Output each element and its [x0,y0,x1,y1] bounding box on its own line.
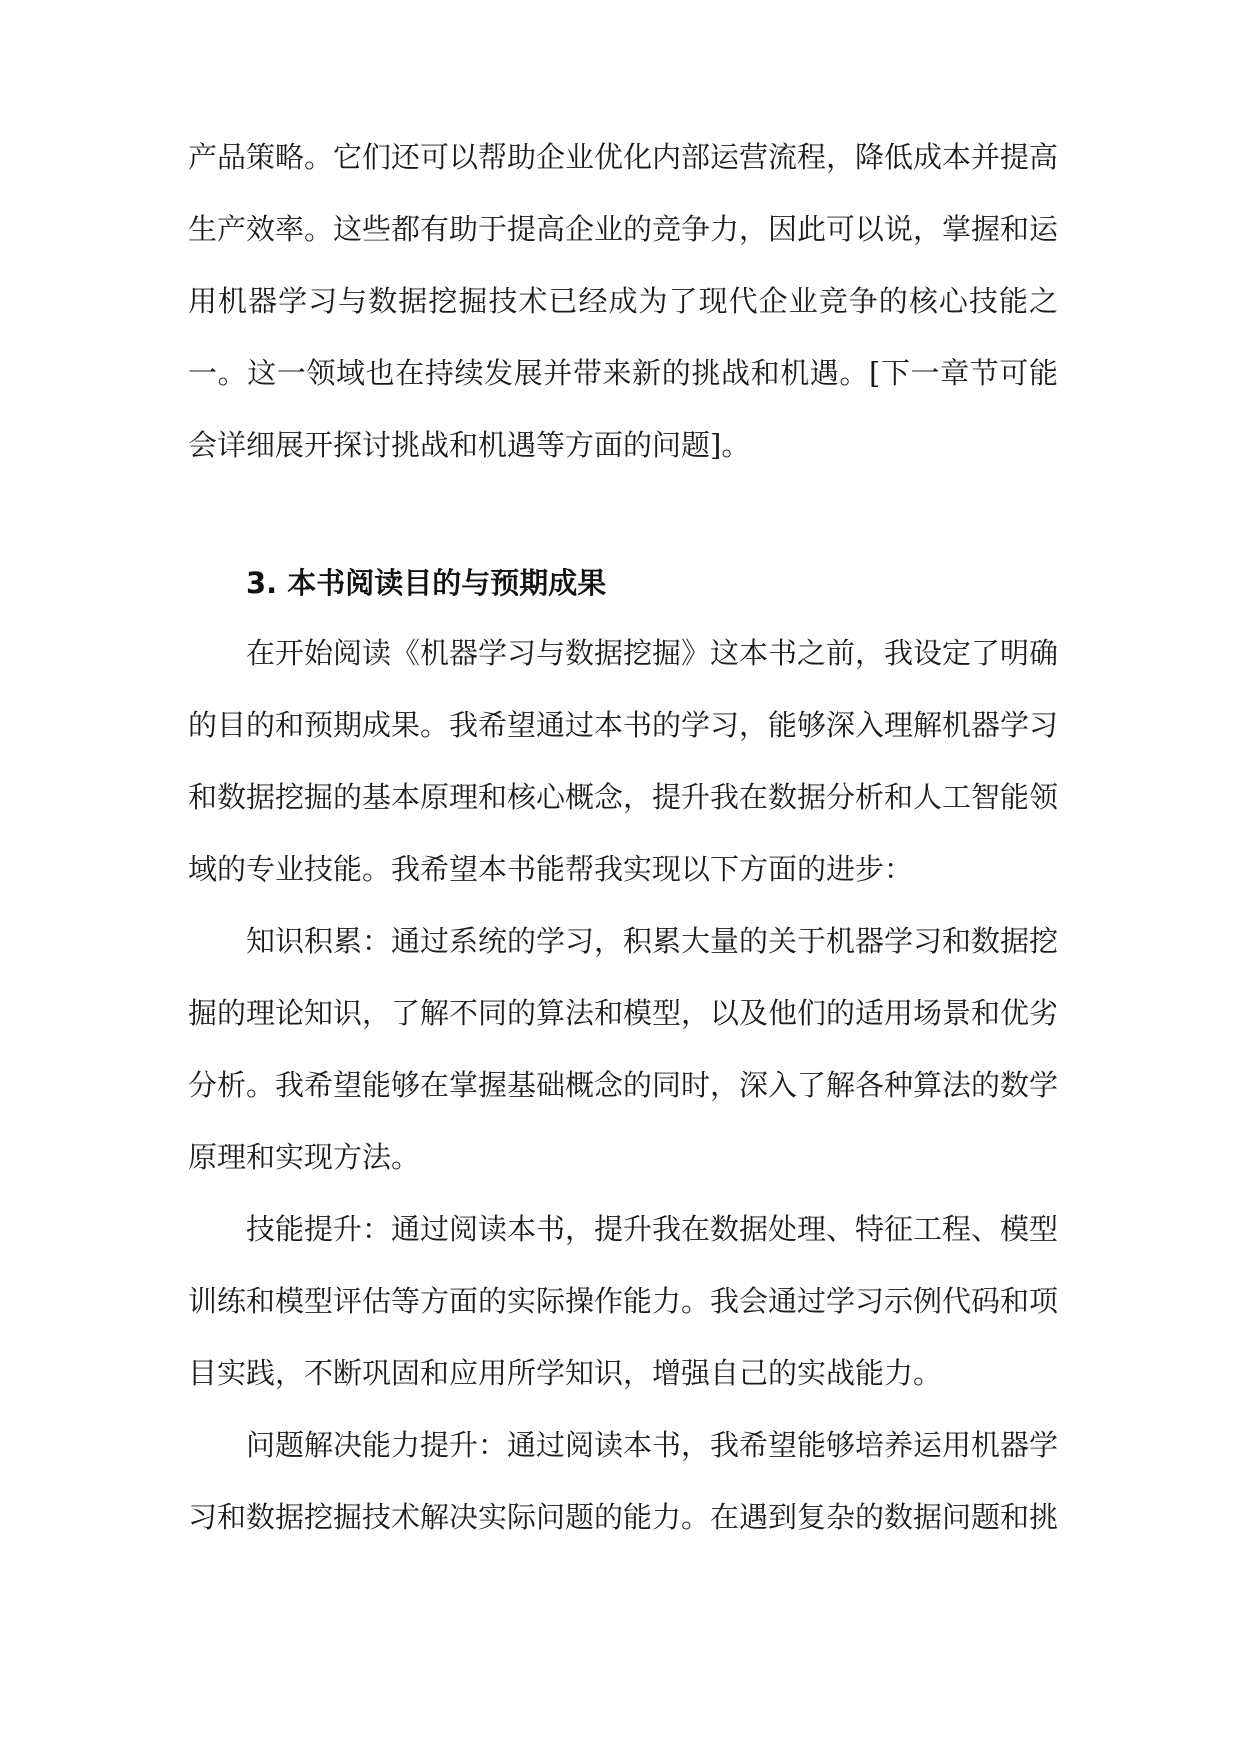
section-heading: 3. 本书阅读目的与预期成果 [246,566,607,600]
text-line: 和数据挖掘的基本原理和核心概念，提升我在数据分析和人工智能领 [188,780,1059,814]
text-line: 的目的和预期成果。我希望通过本书的学习，能够深入理解机器学习 [188,708,1059,742]
text-line: 生产效率。这些都有助于提高企业的竞争力，因此可以说，掌握和运 [188,212,1059,246]
text-line: 一。这一领域也在持续发展并带来新的挑战和机遇。[下一章节可能 [188,356,1058,390]
text-line: 用机器学习与数据挖掘技术已经成为了现代企业竞争的核心技能之 [188,284,1058,318]
text-line: 域的专业技能。我希望本书能帮我实现以下方面的进步： [188,852,914,886]
text-line: 掘的理论知识，了解不同的算法和模型，以及他们的适用场景和优劣 [188,996,1059,1030]
text-line: 问题解决能力提升：通过阅读本书，我希望能够培养运用机器学 [246,1428,1059,1462]
text-line: 目实践，不断巩固和应用所学知识，增强自己的实战能力。 [188,1356,943,1390]
text-line: 训练和模型评估等方面的实际操作能力。我会通过学习示例代码和项 [188,1284,1059,1318]
text-line: 习和数据挖掘技术解决实际问题的能力。在遇到复杂的数据问题和挑 [188,1500,1059,1534]
text-line: 会详细展开探讨挑战和机遇等方面的问题]。 [188,428,751,462]
text-line: 技能提升：通过阅读本书，提升我在数据处理、特征工程、模型 [246,1212,1059,1246]
text-line: 在开始阅读《机器学习与数据挖掘》这本书之前，我设定了明确 [246,636,1059,670]
text-line: 分析。我希望能够在掌握基础概念的同时，深入了解各种算法的数学 [188,1068,1059,1102]
text-line: 产品策略。它们还可以帮助企业优化内部运营流程，降低成本并提高 [188,140,1059,174]
text-line: 原理和实现方法。 [188,1140,421,1174]
text-line: 知识积累：通过系统的学习，积累大量的关于机器学习和数据挖 [246,924,1059,958]
